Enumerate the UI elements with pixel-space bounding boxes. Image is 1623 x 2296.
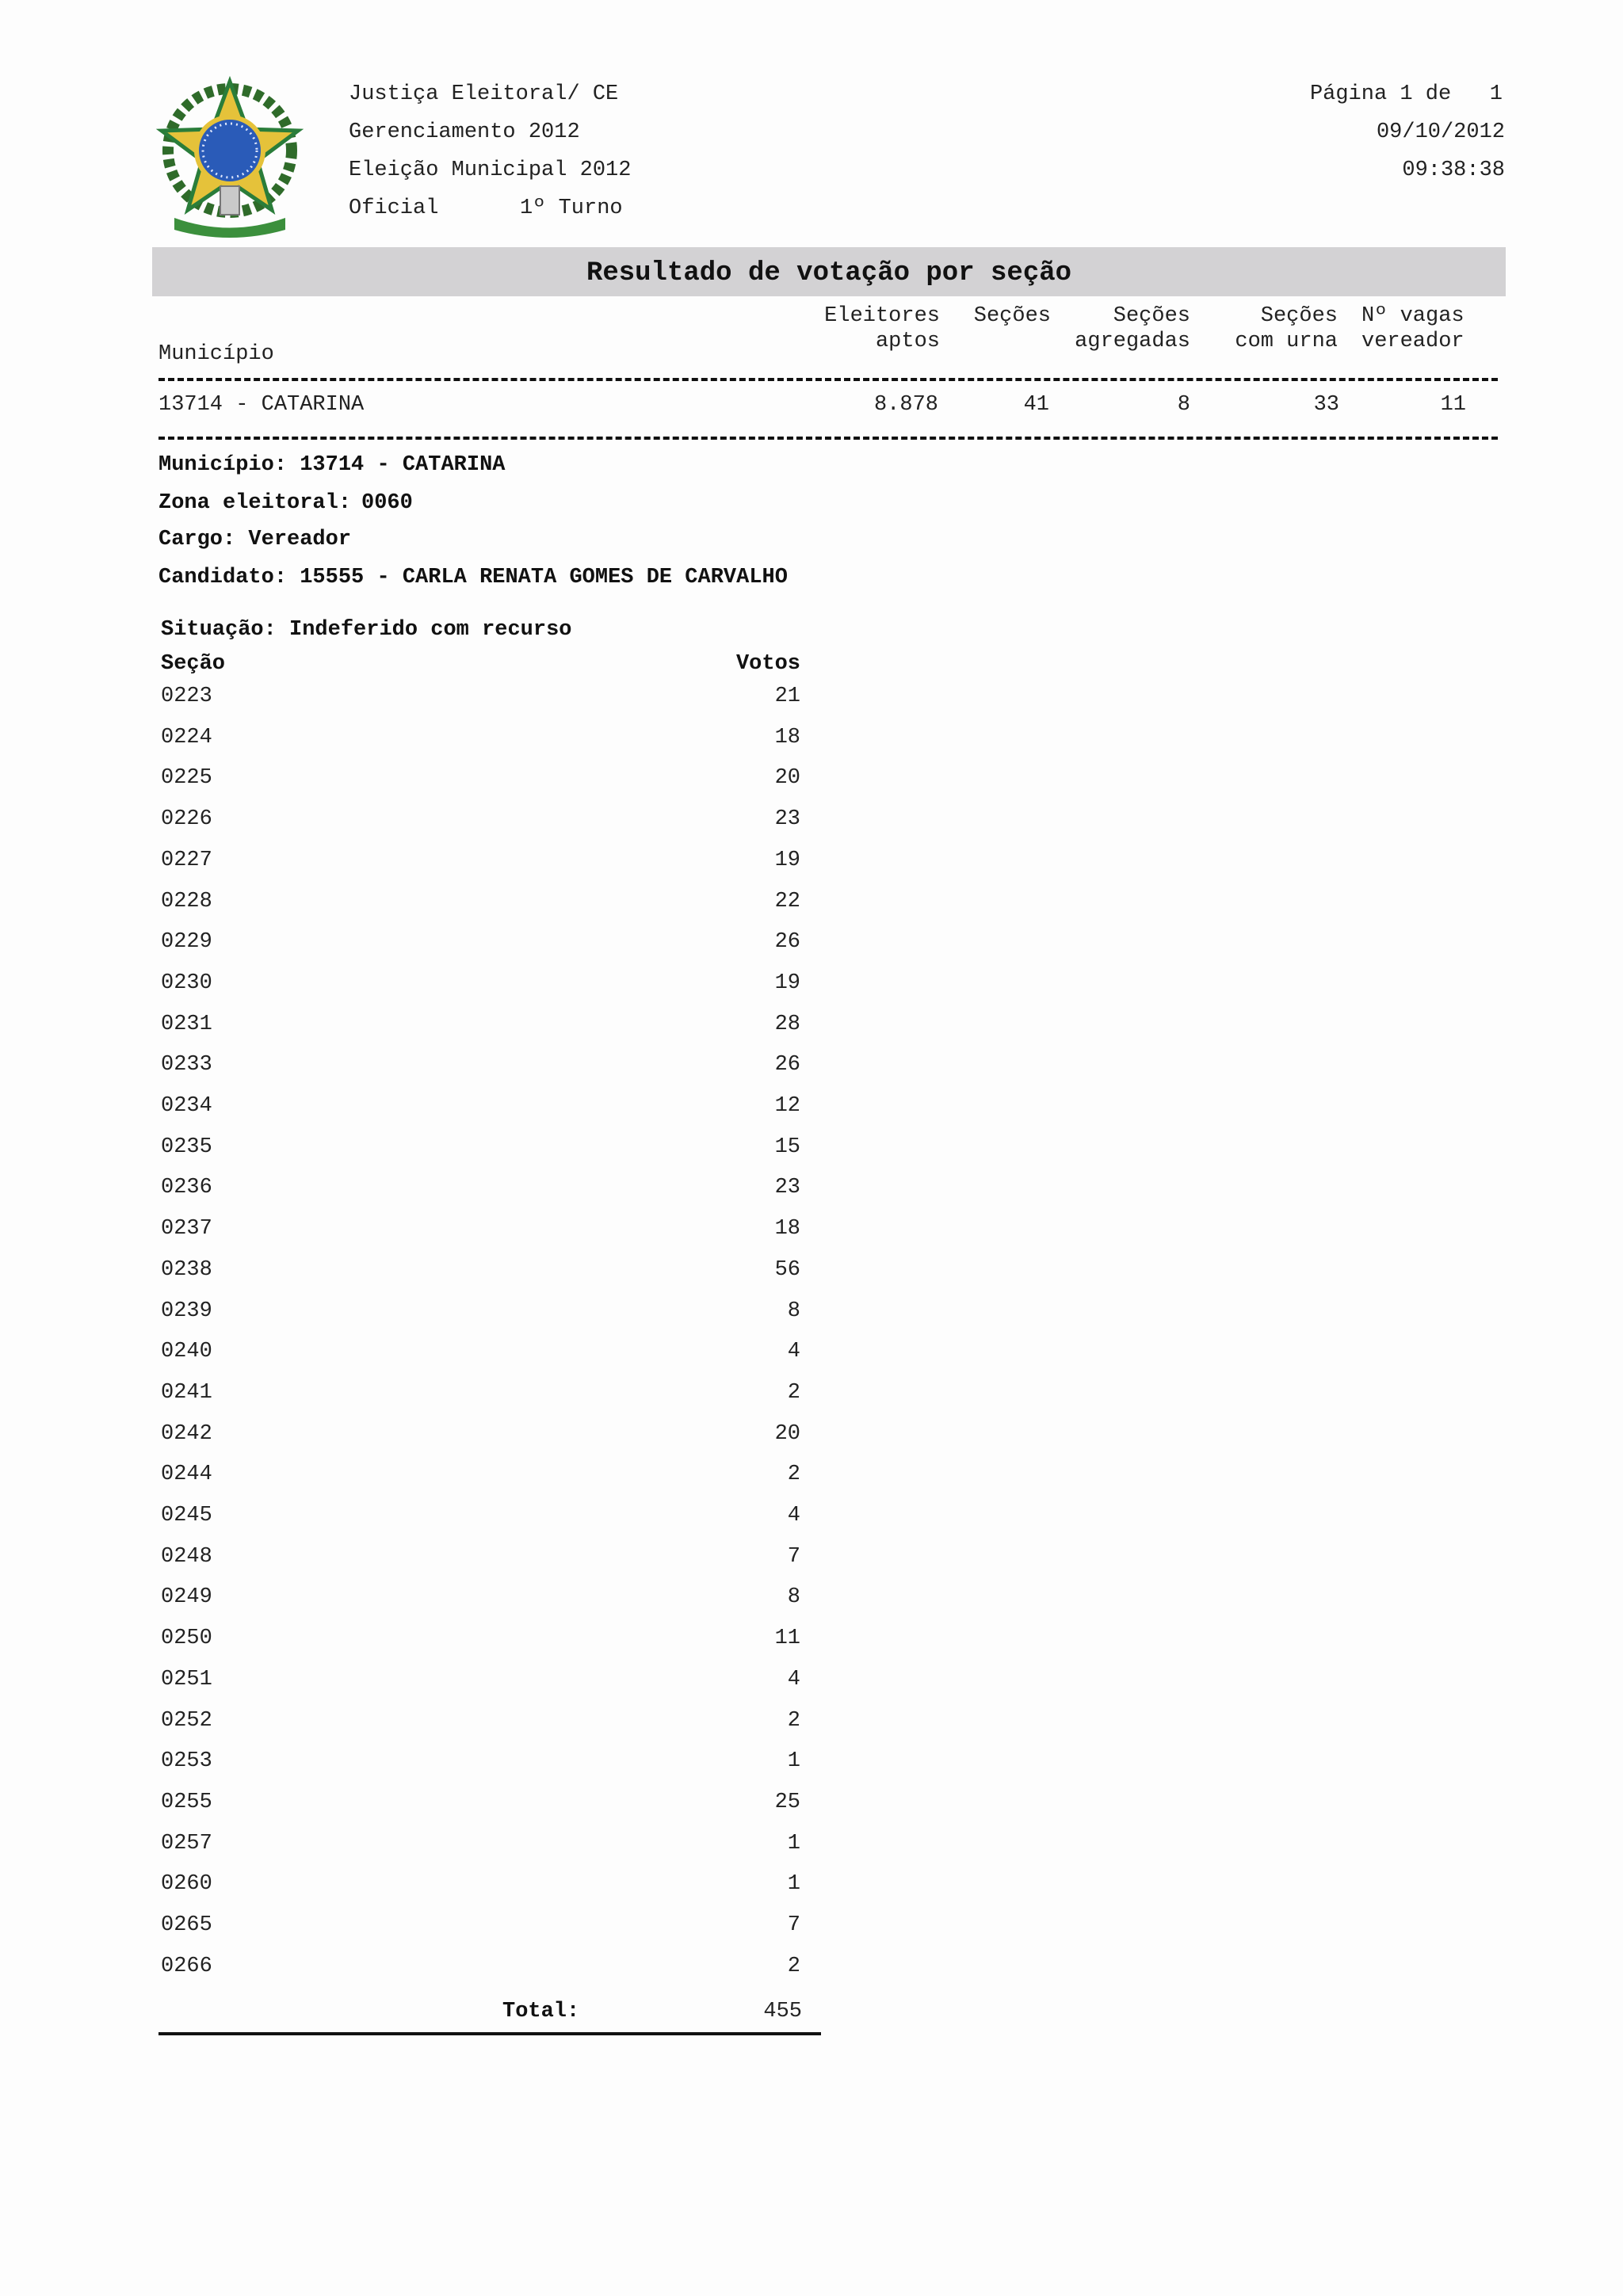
summary-agregadas: 8 [1177, 393, 1190, 417]
secao-cell: 0244 [161, 1463, 212, 1487]
info-candidato: Candidato: 15555 - CARLA RENATA GOMES DE CARVALHO [158, 566, 788, 589]
table-row [161, 1045, 800, 1086]
table-row [161, 1577, 800, 1619]
votos-cell: 19 [774, 971, 800, 995]
info-situacao: Situação: Indeferido com recurso [161, 618, 572, 642]
secao-cell: 0237 [161, 1217, 212, 1241]
secao-cell: 0249 [161, 1585, 212, 1610]
table-row [161, 1864, 800, 1905]
col-urna-2: com urna [1235, 330, 1338, 353]
secao-cell: 0252 [161, 1708, 212, 1733]
votos-cell: 15 [774, 1135, 800, 1159]
col-secao-header: Seção [161, 652, 226, 676]
table-row [161, 1905, 800, 1947]
table-row [161, 1332, 800, 1373]
votos-cell: 4 [787, 1504, 800, 1527]
secao-cell: 0245 [161, 1504, 212, 1527]
secao-cell: 0240 [161, 1340, 212, 1364]
table-row [161, 1496, 800, 1537]
col-vagas-1: Nº vagas [1361, 304, 1465, 328]
col-municipio: Município [158, 342, 274, 366]
col-eleitores-1: Eleitores [824, 304, 940, 328]
summary-urna: 33 [1313, 393, 1339, 417]
info-municipio: Município: 13714 - CATARINA [158, 453, 506, 477]
secao-cell: 0233 [161, 1053, 212, 1077]
table-row [161, 1947, 800, 1988]
votos-cell: 11 [774, 1627, 800, 1651]
votos-cell: 7 [787, 1544, 800, 1569]
col-vagas-2: vereador [1361, 330, 1465, 353]
report-time: 09:38:38 [1402, 158, 1505, 182]
table-row [161, 882, 800, 923]
votos-cell: 1 [787, 1872, 800, 1897]
table-row [161, 1414, 800, 1455]
votos-cell: 2 [787, 1708, 800, 1733]
votos-cell: 22 [774, 889, 800, 913]
secao-cell: 0231 [161, 1012, 212, 1036]
total-label: Total: [502, 2000, 580, 2023]
info-cargo: Cargo: Vereador [158, 528, 352, 551]
table-row [161, 718, 800, 759]
secao-cell: 0225 [161, 766, 212, 791]
secao-cell: 0251 [161, 1667, 212, 1691]
secao-cell: 0248 [161, 1544, 212, 1569]
table-row [161, 1824, 800, 1865]
table-row [161, 1619, 800, 1660]
votos-cell: 23 [774, 1176, 800, 1200]
table-row [161, 1250, 800, 1291]
official-label: Oficial [349, 196, 439, 220]
report-title: Resultado de votação por seção [586, 258, 1072, 288]
table-row [161, 677, 800, 718]
dashed-divider [158, 378, 1498, 381]
votos-cell: 4 [787, 1340, 800, 1364]
votos-cell: 25 [774, 1790, 800, 1814]
secao-cell: 0228 [161, 889, 212, 913]
col-agregadas-2: agregadas [1075, 330, 1190, 353]
table-row [161, 1741, 800, 1783]
votos-cell: 20 [774, 766, 800, 791]
secao-cell: 0224 [161, 725, 212, 749]
votos-cell: 12 [774, 1094, 800, 1118]
col-eleitores-2: aptos [875, 330, 940, 353]
info-zona-label: Zona eleitoral: [158, 491, 352, 515]
votos-cell: 21 [774, 685, 800, 708]
secao-cell: 0238 [161, 1257, 212, 1282]
report-title-bar [152, 247, 1506, 296]
secao-cell: 0241 [161, 1380, 212, 1405]
votos-cell: 18 [774, 725, 800, 749]
votos-cell: 8 [787, 1299, 800, 1323]
votos-cell: 20 [774, 1421, 800, 1446]
summary-eleitores: 8.878 [873, 393, 938, 417]
total-rule [158, 2032, 821, 2035]
summary-municipio: 13714 - CATARINA [158, 393, 365, 417]
table-row [161, 1168, 800, 1209]
table-row [161, 1127, 800, 1169]
table-row [161, 1291, 800, 1333]
secao-cell: 0226 [161, 807, 212, 832]
secao-cell: 0255 [161, 1790, 212, 1814]
votos-cell: 1 [787, 1749, 800, 1774]
report-date: 09/10/2012 [1376, 120, 1505, 144]
votos-cell: 2 [787, 1954, 800, 1978]
col-secoes: Seções [973, 304, 1051, 328]
votos-cell: 26 [774, 1053, 800, 1077]
info-zona-value: 0060 [361, 491, 413, 515]
secao-cell: 0236 [161, 1176, 212, 1200]
secao-cell: 0253 [161, 1749, 212, 1774]
votos-cell: 2 [787, 1463, 800, 1487]
org-name: Justiça Eleitoral/ CE [349, 82, 619, 106]
table-row [161, 1209, 800, 1250]
secao-cell: 0227 [161, 848, 212, 872]
total-value: 455 [763, 2000, 802, 2023]
votos-cell: 1 [787, 1831, 800, 1855]
brazil-coat-of-arms-icon [151, 75, 309, 238]
table-row [161, 841, 800, 882]
secao-cell: 0230 [161, 971, 212, 995]
table-row [161, 922, 800, 963]
secao-cell: 0250 [161, 1627, 212, 1651]
table-row [161, 1537, 800, 1578]
secao-cell: 0229 [161, 930, 212, 955]
votos-cell: 4 [787, 1667, 800, 1691]
management-label: Gerenciamento 2012 [349, 120, 580, 144]
secao-cell: 0257 [161, 1831, 212, 1855]
dashed-divider [158, 437, 1498, 440]
secao-cell: 0234 [161, 1094, 212, 1118]
turn-label: 1º Turno [520, 196, 623, 220]
table-row [161, 1005, 800, 1046]
secao-cell: 0235 [161, 1135, 212, 1159]
col-votos-header: Votos [735, 652, 800, 676]
table-row [161, 963, 800, 1005]
votos-cell: 8 [787, 1585, 800, 1610]
votos-cell: 2 [787, 1380, 800, 1405]
table-row [161, 1086, 800, 1127]
table-row [161, 1783, 800, 1824]
table-row [161, 1373, 800, 1414]
election-label: Eleição Municipal 2012 [349, 158, 632, 182]
votos-cell: 7 [787, 1913, 800, 1937]
table-row [161, 799, 800, 841]
col-urna-1: Seções [1260, 304, 1338, 328]
summary-secoes: 41 [1023, 393, 1049, 417]
votos-cell: 26 [774, 930, 800, 955]
secao-cell: 0239 [161, 1299, 212, 1323]
table-row [161, 1701, 800, 1742]
summary-vagas: 11 [1440, 393, 1466, 417]
votos-cell: 56 [774, 1257, 800, 1282]
secao-cell: 0223 [161, 685, 212, 708]
secao-cell: 0266 [161, 1954, 212, 1978]
table-row [161, 1455, 800, 1496]
votos-cell: 23 [774, 807, 800, 832]
page-indicator: Página 1 de 1 [1309, 82, 1503, 106]
table-row [161, 1660, 800, 1701]
votos-cell: 18 [774, 1217, 800, 1241]
votos-cell: 19 [774, 848, 800, 872]
secao-cell: 0260 [161, 1872, 212, 1897]
col-agregadas-1: Seções [1113, 304, 1190, 328]
secao-cell: 0242 [161, 1421, 212, 1446]
votos-cell: 28 [774, 1012, 800, 1036]
table-row [161, 758, 800, 799]
secao-cell: 0265 [161, 1913, 212, 1937]
